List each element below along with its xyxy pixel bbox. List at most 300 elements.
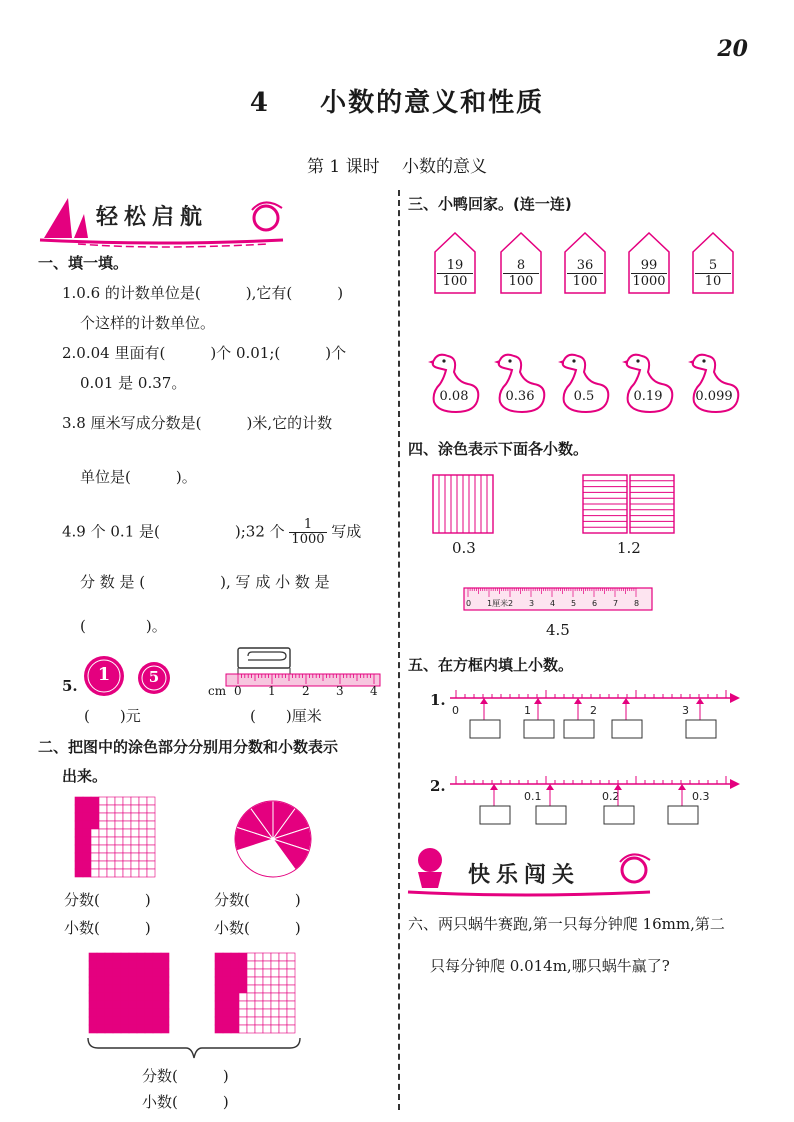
house-fraction: [631, 258, 667, 289]
grid-cell: [83, 821, 91, 829]
grid-cell: [91, 805, 99, 813]
grid-cell: [263, 993, 271, 1001]
grid-cell: [287, 1009, 295, 1017]
grid-cell: [279, 1017, 287, 1025]
chapter-name: 小数的意义和性质: [320, 88, 545, 118]
grid-cell: [83, 829, 91, 837]
grid-cell: [89, 1017, 97, 1025]
duck-icon[interactable]: [622, 348, 676, 416]
grid-cell: [215, 1009, 223, 1017]
grid-cell: [137, 1017, 145, 1025]
house-fraction: [695, 258, 731, 289]
grid-cell: [247, 1009, 255, 1017]
strip-label-1-2: 1.2: [617, 539, 641, 557]
grid-cell: [115, 845, 123, 853]
grid-cell: [263, 985, 271, 993]
centimeter-ruler: [462, 586, 658, 616]
bottom-decimal-label: 小数( ): [142, 1093, 229, 1111]
house-fraction-den: 10: [704, 274, 722, 289]
q5-answer-yuan: ( )元: [84, 707, 141, 725]
grid-cell: [129, 961, 137, 969]
grid-cell: [255, 977, 263, 985]
duck-value: 0.36: [505, 389, 535, 404]
grid-cell: [129, 1017, 137, 1025]
grid-cell: [287, 977, 295, 985]
grid-cell: [215, 993, 223, 1001]
grid-cell: [223, 961, 231, 969]
grid-cell: [91, 813, 99, 821]
grid-cell: [147, 829, 155, 837]
house-fraction-den: 100: [442, 274, 468, 289]
grid-cell: [137, 961, 145, 969]
grid-cell: [161, 961, 169, 969]
grid-cell: [115, 861, 123, 869]
grid-cell: [97, 985, 105, 993]
q2-line2: 0.01 是 0.37。: [80, 374, 187, 392]
shaded-circle-diagram: [232, 798, 314, 880]
grid-cell: [83, 805, 91, 813]
grid-cell: [129, 969, 137, 977]
grid-cell: [123, 869, 131, 877]
number-line-label: 3: [682, 704, 689, 717]
grid-cell: [113, 977, 121, 985]
ruler-tick-label: 0: [234, 684, 242, 698]
q1-line1: 1.0.6 的计数单位是( ),它有( ): [62, 284, 344, 302]
strip-label-0-3: 0.3: [452, 539, 476, 557]
number-line-label: 0: [452, 704, 459, 717]
grid-cell: [123, 845, 131, 853]
grid-cell: [153, 1001, 161, 1009]
grid-cell: [99, 821, 107, 829]
grid-cell: [105, 977, 113, 985]
brace-icon: [86, 1036, 302, 1060]
answer-box[interactable]: [604, 806, 634, 824]
grid-cell: [131, 813, 139, 821]
grid-cell: [139, 797, 147, 805]
ruler-tick-label: 1: [268, 684, 276, 698]
grid-cell: [89, 985, 97, 993]
grid-cell: [145, 953, 153, 961]
grid-cell: [121, 993, 129, 1001]
duck-icon[interactable]: [494, 348, 548, 416]
answer-box[interactable]: [536, 806, 566, 824]
grid-cell: [263, 1001, 271, 1009]
q4-line1: [62, 518, 361, 547]
grid-cell: [239, 1009, 247, 1017]
coin2-value: 5: [148, 668, 160, 686]
grid-cell: [153, 1025, 161, 1033]
grid-cell: [123, 805, 131, 813]
section2-heading-cont: 出来。: [62, 767, 108, 785]
grid-cell: [97, 1001, 105, 1009]
grid-cell: [145, 1017, 153, 1025]
grid-cell: [247, 953, 255, 961]
answer-box[interactable]: [480, 806, 510, 824]
bar-strips-10: [432, 474, 496, 536]
house-fraction-num: 5: [695, 258, 731, 274]
grid-cell: [113, 1025, 121, 1033]
grid-cell: [271, 1025, 279, 1033]
grid-cell: [239, 1025, 247, 1033]
grid-cell: [215, 953, 223, 961]
grid-cell: [121, 953, 129, 961]
grid-cell: [129, 985, 137, 993]
grid-cell: [161, 993, 169, 1001]
grid-cell: [83, 813, 91, 821]
number-line-1: [446, 686, 742, 746]
grid-cell: [129, 953, 137, 961]
section6-line2: 只每分钟爬 0.014m,哪只蜗牛赢了?: [430, 957, 670, 975]
grid-cell: [75, 813, 83, 821]
grid-cell: [105, 993, 113, 1001]
grid-cell: [239, 1001, 247, 1009]
bottom-fraction-label: 分数( ): [142, 1067, 229, 1085]
grid-cell: [131, 821, 139, 829]
grid-cell: [131, 829, 139, 837]
banner-easy-start: 轻松启航: [96, 204, 209, 230]
grid-cell: [147, 869, 155, 877]
grid-cell: [247, 1017, 255, 1025]
grid-cell: [223, 969, 231, 977]
ruler-tick-label: 3: [336, 684, 344, 698]
grid-cell: [147, 837, 155, 845]
answer-box[interactable]: [564, 720, 594, 738]
grid-cell: [89, 977, 97, 985]
grid-cell: [121, 1009, 129, 1017]
grid-cell: [271, 961, 279, 969]
q5-ruler-labels: [208, 684, 384, 700]
grid-cell: [161, 1017, 169, 1025]
number-line-label: 0.1: [524, 790, 542, 803]
grid-cell: [75, 853, 83, 861]
grid-cell: [105, 961, 113, 969]
grid-cell: [89, 1025, 97, 1033]
grid-cell: [247, 961, 255, 969]
grid-cell: [215, 1017, 223, 1025]
grid-cell: [147, 861, 155, 869]
grid-cell: [137, 1009, 145, 1017]
pointer-arrow: [490, 784, 498, 790]
grid-cell: [89, 953, 97, 961]
grid-cell: [255, 1017, 263, 1025]
grid-cell: [99, 869, 107, 877]
number-line-label: 2: [590, 704, 597, 717]
duck-icon[interactable]: [558, 348, 612, 416]
grid-cell: [153, 1009, 161, 1017]
grid-cell: [115, 813, 123, 821]
grid-cell: [255, 1009, 263, 1017]
grid-cell: [75, 821, 83, 829]
ruler-tick-label: 6: [592, 599, 598, 608]
grid-cell: [231, 1017, 239, 1025]
grid-cell: [121, 961, 129, 969]
grid-cell: [131, 805, 139, 813]
grid-cell: [75, 837, 83, 845]
grid-cell: [137, 953, 145, 961]
grid-cell: [131, 845, 139, 853]
house-fraction: [437, 258, 473, 289]
grid-cell: [139, 821, 147, 829]
grid-cell: [279, 1025, 287, 1033]
grid-cell: [99, 837, 107, 845]
grid-cell: [153, 985, 161, 993]
answer-box[interactable]: [686, 720, 716, 738]
ruler-tick-label: 2: [508, 599, 514, 608]
section2-heading: 二、把图中的涂色部分分别用分数和小数表示: [38, 738, 339, 756]
answer-box[interactable]: [612, 720, 642, 738]
grid-cell: [139, 845, 147, 853]
grid-cell: [161, 977, 169, 985]
duck-value: 0.099: [695, 389, 733, 404]
house-fraction-den: 100: [572, 274, 598, 289]
grid-cell: [287, 961, 295, 969]
pointer-arrow: [622, 698, 630, 704]
grid-cell: [145, 977, 153, 985]
grid-cell: [97, 1025, 105, 1033]
grid-cell: [107, 837, 115, 845]
grid-cell: [115, 837, 123, 845]
grid-cell: [107, 821, 115, 829]
grid-fraction-label: 分数( ): [64, 891, 151, 909]
grid-cell: [287, 1017, 295, 1025]
grid-cell: [137, 993, 145, 1001]
ruler-label-4-5: 4.5: [546, 621, 570, 639]
column-divider: [398, 190, 400, 1110]
number-line-arrow: [730, 693, 740, 703]
grid-cell: [113, 1017, 121, 1025]
grid-cell: [153, 993, 161, 1001]
q1-line2: 个这样的计数单位。: [80, 314, 216, 332]
grid-cell: [91, 869, 99, 877]
chapter-title: [0, 82, 794, 119]
grid-cell: [107, 869, 115, 877]
ruler-tick-label: 3: [529, 599, 535, 608]
grid-cell: [239, 961, 247, 969]
section6-line1: 六、两只蜗牛赛跑,第一只每分钟爬 16mm,第二: [408, 915, 725, 933]
grid-cell: [115, 829, 123, 837]
grid-cell: [131, 869, 139, 877]
grid-cell: [89, 1009, 97, 1017]
grid-cell: [223, 985, 231, 993]
grid-cell: [139, 837, 147, 845]
grid-cell: [83, 861, 91, 869]
grid-cell: [279, 1009, 287, 1017]
grid-cell: [123, 861, 131, 869]
section1-heading: 一、填一填。: [38, 254, 129, 272]
grid-cell: [271, 1017, 279, 1025]
grid-cell: [215, 1001, 223, 1009]
grid-cell: [121, 985, 129, 993]
grid-cell: [263, 977, 271, 985]
grid-cell: [91, 797, 99, 805]
answer-box[interactable]: [470, 720, 500, 738]
grid-cell: [105, 969, 113, 977]
grid-cell: [89, 993, 97, 1001]
ruler-tick-label: 2: [302, 684, 310, 698]
ruler-tick-label: 1厘米: [487, 599, 509, 608]
grid-cell: [239, 1017, 247, 1025]
house-fraction-den: 1000: [632, 274, 666, 289]
duck-value: 0.5: [573, 389, 595, 404]
grid-cell: [279, 1001, 287, 1009]
grid-cell: [99, 845, 107, 853]
answer-box[interactable]: [668, 806, 698, 824]
grid-cell: [147, 797, 155, 805]
grid-cell: [121, 969, 129, 977]
ruler-tick-label: 0: [466, 599, 472, 608]
grid-cell: [287, 969, 295, 977]
lesson-title: 第 1 课时 小数的意义: [306, 157, 488, 177]
grid-cell: [129, 1009, 137, 1017]
grid-cell: [231, 1009, 239, 1017]
grid-cell: [161, 953, 169, 961]
grid-cell: [247, 977, 255, 985]
q3-line1: 3.8 厘米写成分数是( )米,它的计数: [62, 414, 333, 432]
grid-cell: [223, 1017, 231, 1025]
circle-decimal-label: 小数( ): [214, 919, 301, 937]
ruler-tick-label: 4: [370, 684, 378, 698]
grid-cell: [287, 1001, 295, 1009]
grid-cell: [161, 1025, 169, 1033]
grid-cell: [75, 829, 83, 837]
grid-cell: [255, 1025, 263, 1033]
duck-value: 0.19: [633, 389, 663, 404]
grid-cell: [271, 985, 279, 993]
grid-cell: [91, 829, 99, 837]
grid-cell: [97, 1017, 105, 1025]
grid-cell: [99, 853, 107, 861]
duck-icon[interactable]: [428, 348, 482, 416]
pointer-arrow: [534, 698, 542, 704]
grid-cell: [239, 953, 247, 961]
grid-cell: [147, 845, 155, 853]
section5-heading: 五、在方框内填上小数。: [408, 656, 574, 674]
grid-cell: [123, 829, 131, 837]
grid-partial-shaded: [214, 952, 298, 1036]
grid-cell: [223, 1001, 231, 1009]
grid-cell: [255, 953, 263, 961]
grid-cell: [247, 969, 255, 977]
pointer-arrow: [574, 698, 582, 704]
grid-cell: [215, 969, 223, 977]
grid-cell: [271, 969, 279, 977]
grid-cell: [129, 1001, 137, 1009]
grid-cell: [271, 993, 279, 1001]
duck-icon[interactable]: [688, 348, 742, 416]
grid-cell: [105, 985, 113, 993]
pointer-arrow: [546, 784, 554, 790]
grid-cell: [137, 969, 145, 977]
banner-happy-challenge: 快乐闯关: [468, 862, 581, 888]
grid-cell: [97, 993, 105, 1001]
grid-cell: [121, 977, 129, 985]
q5-answer-cm: ( )厘米: [250, 707, 322, 725]
section4-heading: 四、涂色表示下面各小数。: [408, 440, 589, 458]
number-line-2: [446, 772, 742, 832]
q4-frac-num: 1: [289, 518, 326, 533]
q3-line2: 单位是( )。: [80, 468, 197, 486]
coin1-value: 1: [97, 664, 111, 685]
grid-cell: [123, 853, 131, 861]
grid-cell: [99, 861, 107, 869]
house-fraction-den: 100: [508, 274, 534, 289]
grid-cell: [255, 1001, 263, 1009]
q4-prefix: 4.9 个 0.1 是( );32 个: [62, 522, 285, 541]
grid-cell: [147, 821, 155, 829]
grid-cell: [105, 1009, 113, 1017]
grid-cell: [99, 829, 107, 837]
grid-full-shaded: [88, 952, 172, 1036]
section3-heading: 三、小鸭回家。(连一连): [408, 195, 572, 213]
grid-cell: [139, 853, 147, 861]
grid-cell: [75, 861, 83, 869]
grid-cell: [97, 953, 105, 961]
grid-cell: [215, 1025, 223, 1033]
grid-cell: [279, 961, 287, 969]
grid-cell: [113, 1009, 121, 1017]
q4-frac-den: 1000: [291, 532, 325, 547]
pointer-arrow: [678, 784, 686, 790]
grid-cell: [99, 813, 107, 821]
ruler-tick-label: 5: [571, 599, 577, 608]
grid-cell: [129, 1025, 137, 1033]
grid-cell: [145, 961, 153, 969]
grid-cell: [247, 1001, 255, 1009]
grid-cell: [113, 953, 121, 961]
grid-cell: [91, 861, 99, 869]
grid-cell: [97, 1009, 105, 1017]
grid-cell: [107, 797, 115, 805]
grid-cell: [115, 821, 123, 829]
grid-cell: [263, 961, 271, 969]
grid-cell: [255, 969, 263, 977]
grid-cell: [131, 853, 139, 861]
grid-cell: [231, 1025, 239, 1033]
grid-cell: [91, 845, 99, 853]
grid-cell: [263, 969, 271, 977]
grid-cell: [115, 869, 123, 877]
grid-cell: [239, 985, 247, 993]
grid-cell: [75, 797, 83, 805]
grid-10x10-shaded: [74, 796, 158, 880]
grid-cell: [279, 969, 287, 977]
grid-cell: [139, 869, 147, 877]
grid-cell: [223, 993, 231, 1001]
grid-cell: [123, 797, 131, 805]
number-line-label: 1: [524, 704, 531, 717]
house-fraction-num: 19: [437, 258, 473, 274]
house-fraction-num: 8: [503, 258, 539, 274]
grid-cell: [129, 993, 137, 1001]
number-line-label: 0.2: [602, 790, 620, 803]
grid-cell: [231, 969, 239, 977]
double-rectangle-strips: [582, 474, 676, 536]
grid-cell: [137, 1025, 145, 1033]
numberline2-label: 2.: [430, 777, 446, 795]
ruler-unit: cm: [208, 684, 227, 698]
grid-cell: [107, 861, 115, 869]
grid-cell: [287, 953, 295, 961]
ruler-tick-label: 8: [634, 599, 640, 608]
grid-cell: [287, 985, 295, 993]
chapter-number: 4: [249, 88, 270, 118]
grid-cell: [255, 961, 263, 969]
grid-cell: [97, 969, 105, 977]
grid-cell: [107, 829, 115, 837]
answer-box[interactable]: [524, 720, 554, 738]
grid-cell: [161, 1009, 169, 1017]
grid-cell: [131, 837, 139, 845]
